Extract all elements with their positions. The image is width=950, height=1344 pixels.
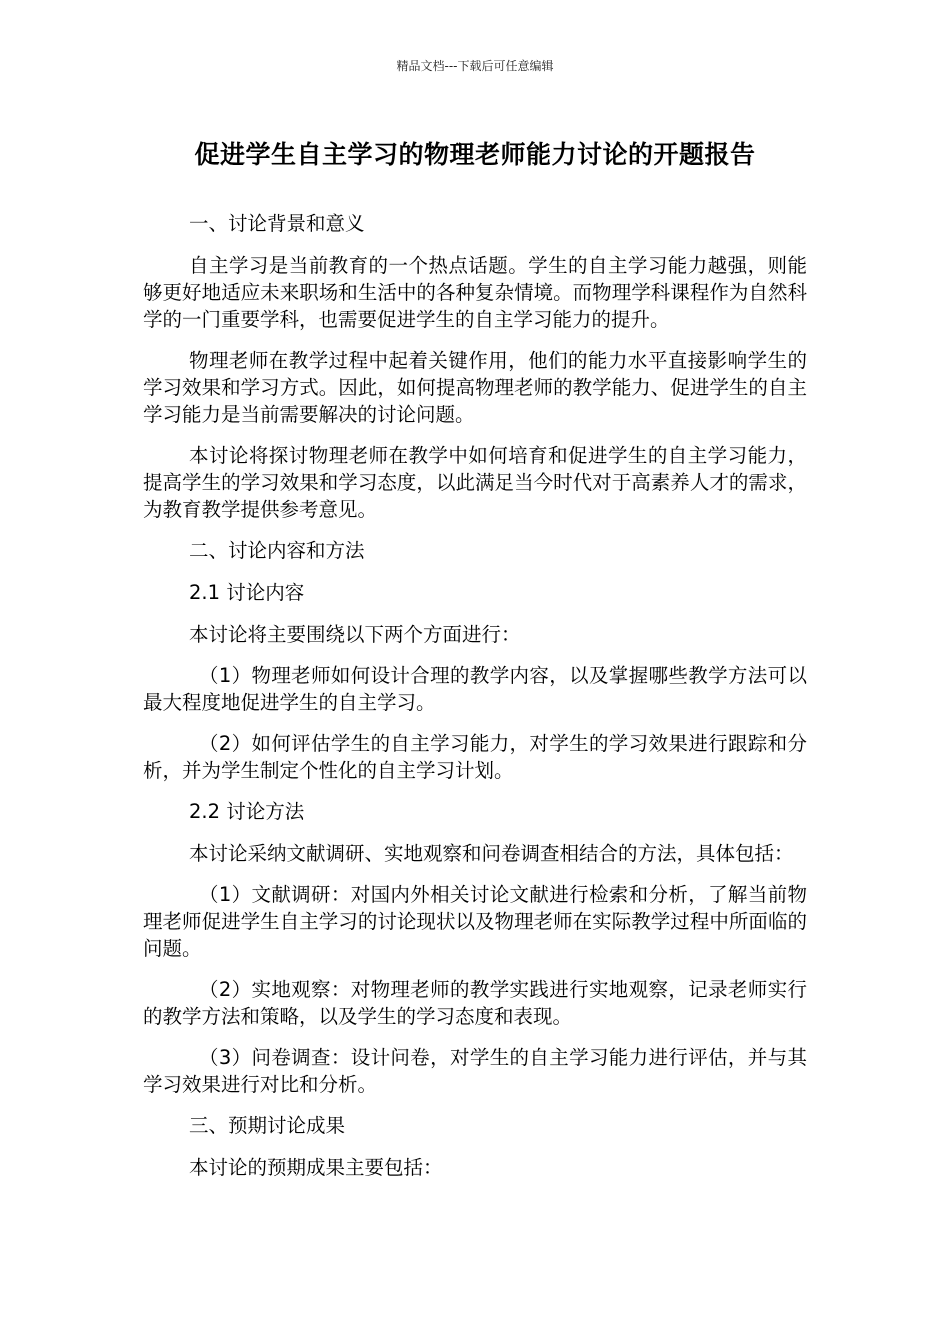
paragraph-method-intro: 本讨论采纳文献调研、实地观察和问卷调查相结合的方法，具体包括： [189, 842, 794, 865]
subsection-heading-2-1: 2.1 讨论内容 [189, 581, 305, 604]
document-body [143, 210, 807, 1195]
document-title: 促进学生自主学习的物理老师能力讨论的开题报告 [194, 140, 756, 169]
paragraph-background-3: 本讨论将探讨物理老师在教学中如何培育和促进学生的自主学习能力，提高学生的学习效果和学习态度，以此满足当今时代对于高素养人才的需求，为教育教学提供参考意见。 [143, 444, 807, 521]
paragraph-outcomes-intro: 本讨论的预期成果主要包括： [189, 1156, 443, 1179]
paragraph-background-2: 物理老师在教学过程中起着关键作用，他们的能力水平直接影响学生的学习效果和学习方式。因此，如何提高物理老师的教学能力、促进学生的自主学习能力是当前需要解决的讨论问题。 [143, 349, 807, 426]
section-heading-1: 一、讨论背景和意义 [189, 212, 365, 235]
subsection-heading-2-2: 2.2 讨论方法 [189, 800, 305, 823]
list-item-method-1: （1）文献调研：对国内外相关讨论文献进行检索和分析，了解当前物理老师促进学生自主学习的讨论现状以及物理老师在实际教学过程中所面临的问题。 [143, 883, 807, 960]
header-note: 精品文档---下载后可任意编辑 [396, 59, 554, 73]
paragraph-background-1: 自主学习是当前教育的一个热点话题。学生的自主学习能力越强，则能够更好地适应未来职场和生活中的各种复杂情境。而物理学科课程作为自然科学的一门重要学科，也需要促进学生的自主学习能力的提升。 [143, 254, 807, 331]
section-heading-3: 三、预期讨论成果 [189, 1114, 346, 1137]
list-item-content-2: （2）如何评估学生的自主学习能力，对学生的学习效果进行跟踪和分析，并为学生制定个性化的自主学习计划。 [143, 732, 807, 782]
list-item-method-3: （3）问卷调查：设计问卷，对学生的自主学习能力进行评估，并与其学习效果进行对比和分析。 [143, 1046, 807, 1096]
section-heading-2: 二、讨论内容和方法 [189, 539, 365, 562]
list-item-content-1: （1）物理老师如何设计合理的教学内容，以及掌握哪些教学方法可以最大程度地促进学生的自主学习。 [143, 664, 807, 714]
paragraph-content-intro: 本讨论将主要围绕以下两个方面进行： [189, 623, 521, 646]
list-item-method-2: （2）实地观察：对物理老师的教学实践进行实地观察，记录老师实行的教学方法和策略，以及学生的学习态度和表现。 [143, 978, 807, 1028]
